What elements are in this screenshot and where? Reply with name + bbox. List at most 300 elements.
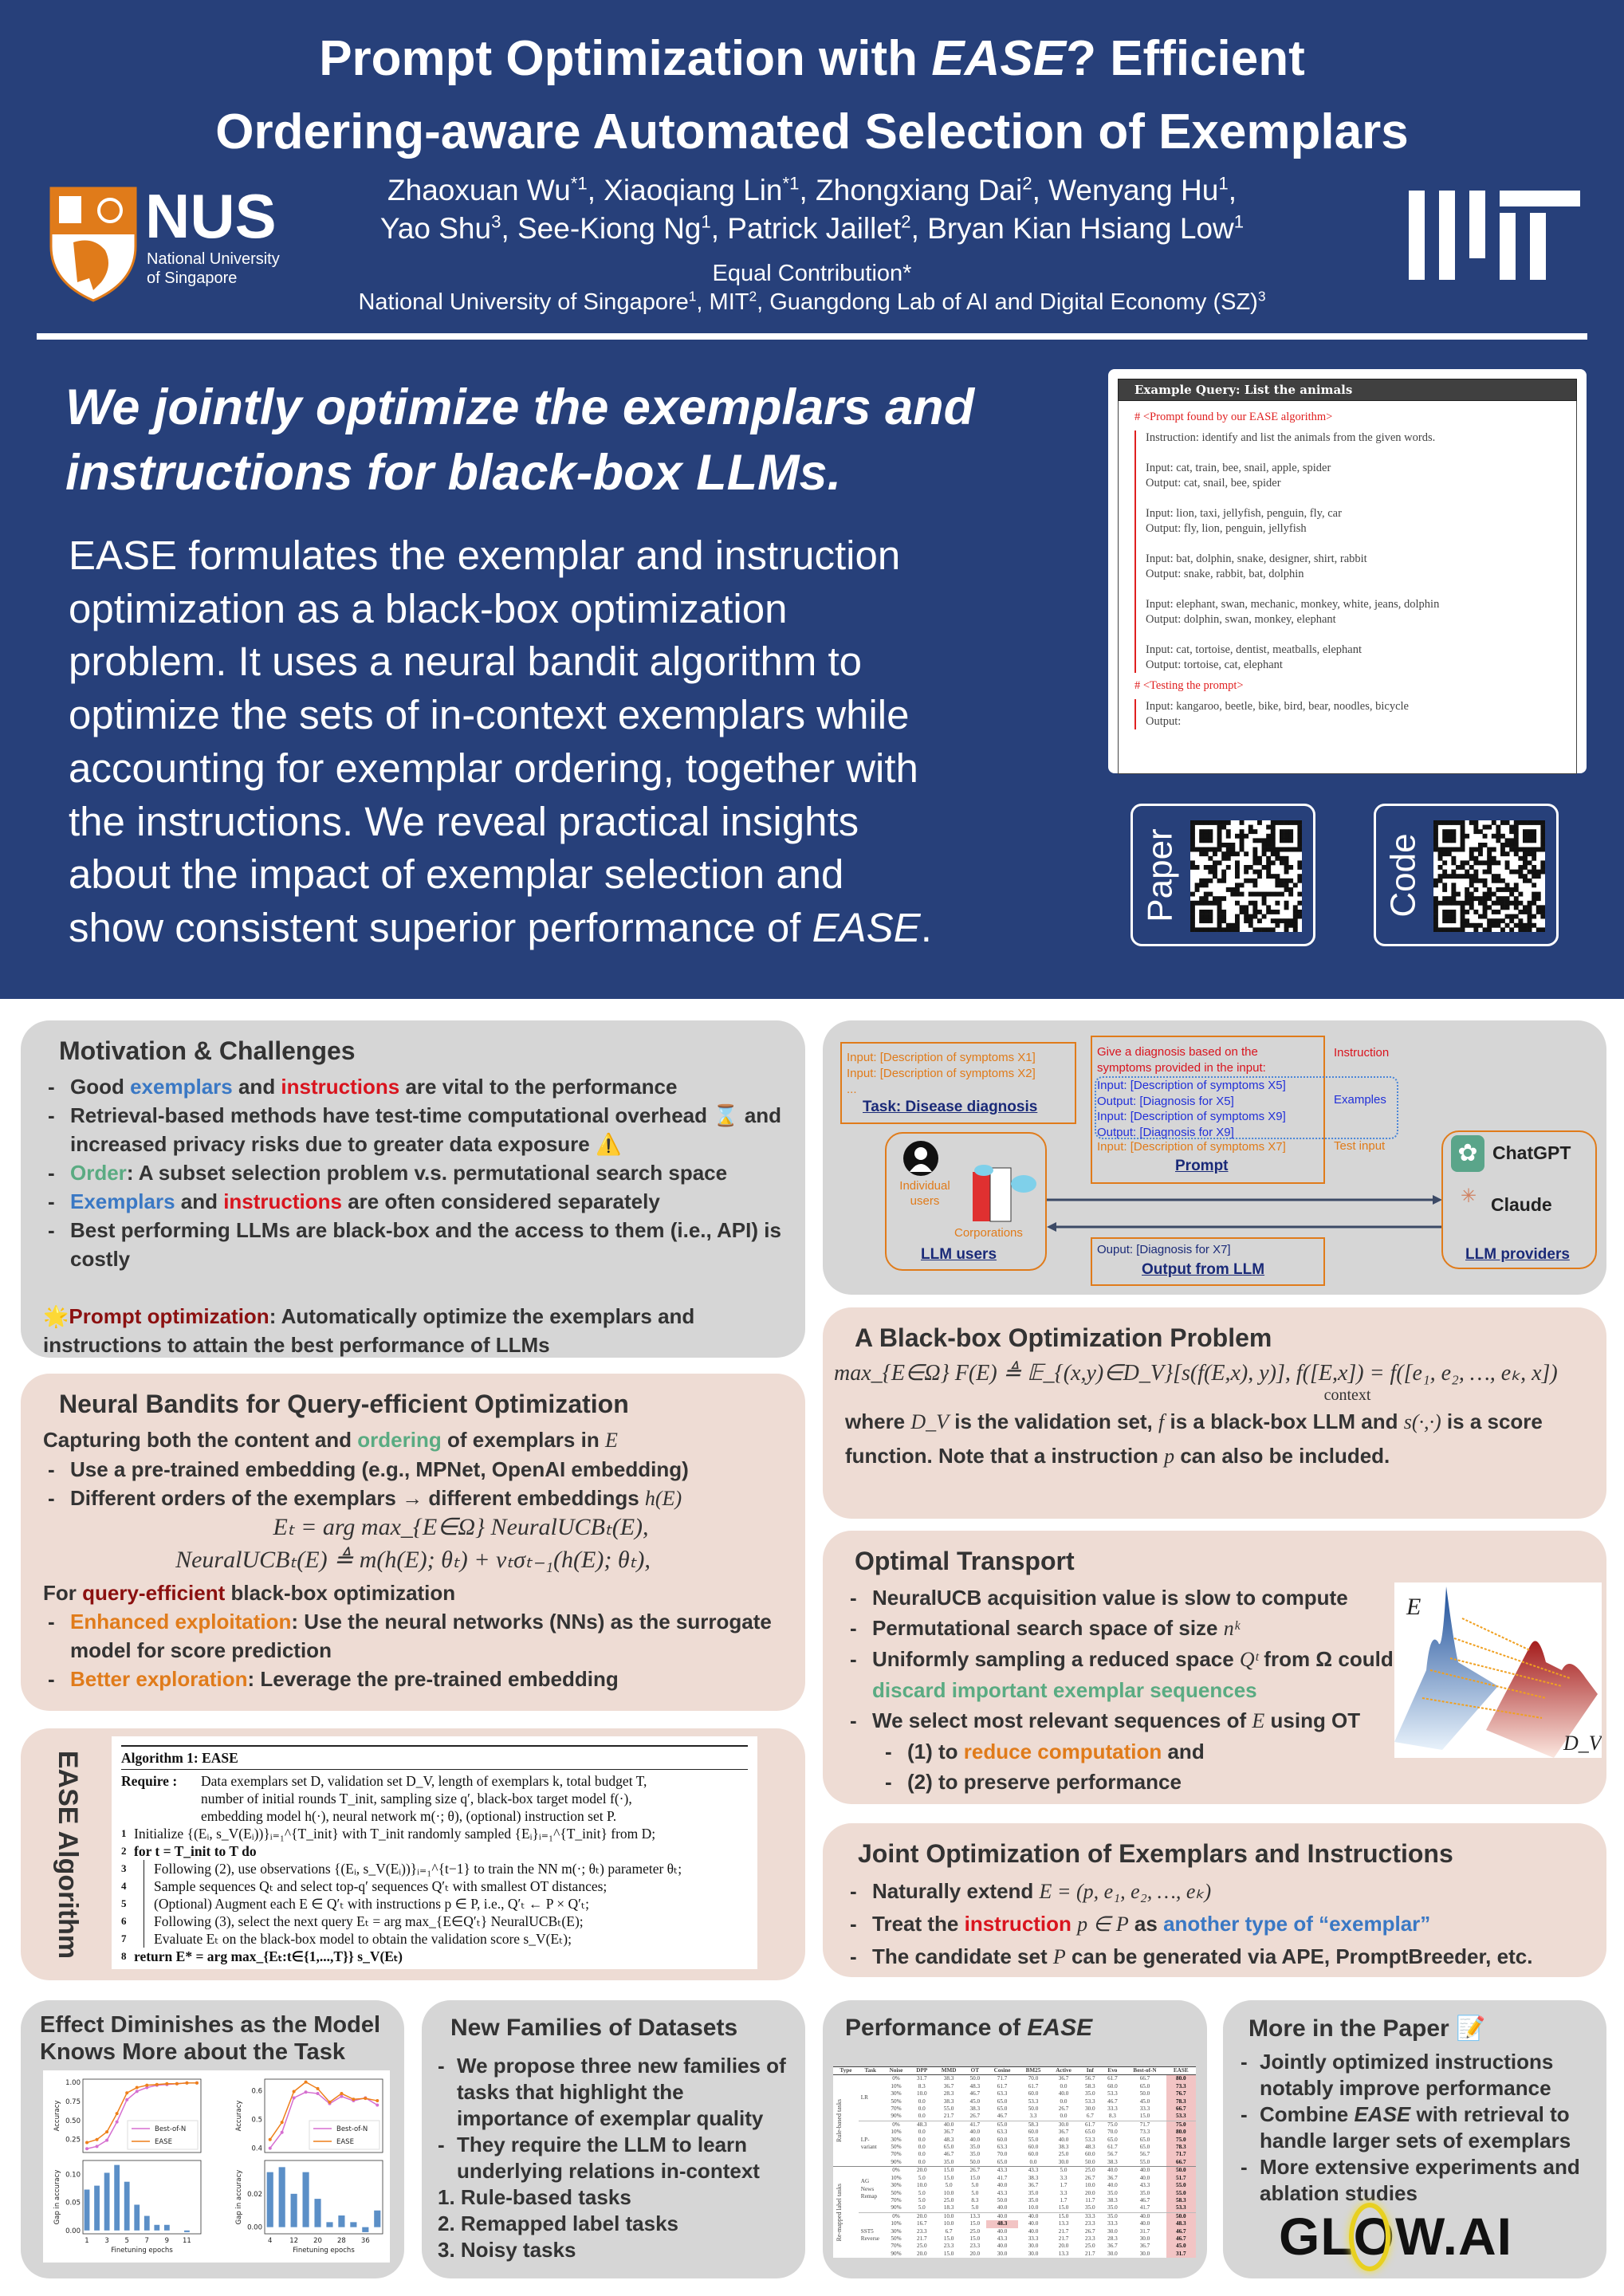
table-cell: 0.0 — [1060, 2097, 1068, 2105]
table-cell: 43.3 — [997, 2235, 1008, 2242]
table-cell: 5.0 — [945, 2182, 953, 2189]
data-point — [136, 2090, 139, 2093]
table-cell: 33.3 — [1107, 2105, 1118, 2113]
table-cell: 5.0 — [971, 2189, 979, 2196]
text-segment: Use a pre-trained embedding (e.g., MPNet, OpenAI embedding) — [70, 1457, 689, 1481]
text-segment: show consistent superior performance of — [69, 904, 812, 950]
text-segment: with retrieval to handle larger sets of exemplars — [1260, 2102, 1571, 2152]
require-line: Data exemplars set D, validation set D_V, length of exemplars k, total budget T, — [201, 1773, 647, 1789]
table-cell: 6.7 — [945, 2227, 953, 2235]
argmax-equation: Eₜ = arg max_{E∈Ω} NeuralUCBₜ(E), — [273, 1514, 649, 1540]
table-cell: 61.7 — [997, 2082, 1008, 2090]
table-cell: 43.3 — [997, 2167, 1008, 2174]
task-input: ... — [847, 1083, 857, 1096]
table-cell: 15.0 — [969, 2235, 981, 2242]
data-point — [116, 2121, 119, 2124]
gap-bar — [326, 2222, 332, 2227]
table-cell: 25.0 — [1058, 2151, 1069, 2158]
step-text: Following (2), use observations {(Eᵢ, s_V(Eᵢ))}ᵢ₌₁^{t−1} to train the NN m(·; θₜ) parameter θₜ; — [144, 1860, 682, 1877]
text-segment: Retrieval-based methods have test-time computational overhead ⌛ and increased privacy risks due to greater data exposure ⚠️ — [70, 1103, 782, 1156]
text-segment: EASE — [931, 31, 1067, 86]
y-tick-label: 0.4 — [251, 2145, 262, 2153]
table-cell: 0.0 — [918, 2097, 926, 2105]
example-line: Output: fly, lion, penguin, jellyfish — [1146, 522, 1307, 535]
table-cell: 78.3 — [1166, 2144, 1196, 2151]
table-cell: 43.3 — [1139, 2182, 1150, 2189]
table-cell: 36.7 — [1139, 2243, 1150, 2250]
table-cell: 10% — [891, 2082, 902, 2090]
table-cell: 6.7 — [1086, 2113, 1094, 2120]
lead-body-line — [69, 529, 932, 583]
gap-bar — [338, 2215, 344, 2227]
output-label: Output from LLM — [1142, 1261, 1265, 1278]
table-cell: 20.0 — [916, 2250, 927, 2257]
table-cell: 50% — [891, 2144, 902, 2151]
text-segment: *1 — [782, 173, 800, 194]
table-cell: 50.0 — [1166, 2212, 1196, 2220]
table-cell: 23.3 — [916, 2227, 927, 2235]
corporation-building-icon — [960, 1164, 1040, 1224]
text-segment: , MIT — [696, 289, 749, 315]
data-point — [317, 2087, 320, 2090]
table-row — [833, 2212, 1196, 2220]
example-line: Input: elephant, swan, mechanic, monkey, white, jeans, dolphin — [1146, 598, 1440, 611]
table-cell: 30% — [891, 2136, 902, 2143]
data-point — [96, 2138, 99, 2141]
data-point — [269, 2138, 272, 2141]
table-cell: 25.0 — [943, 2196, 954, 2204]
step-number: 8 — [121, 1950, 127, 1962]
table-cell: 15.0 — [943, 2235, 954, 2242]
table-cell: 46.7 — [1107, 2097, 1118, 2105]
data-point — [376, 2103, 379, 2106]
table-cell: 23.3 — [1085, 2220, 1095, 2227]
require-text — [201, 1772, 647, 1825]
text-segment: optimization as a black-box optimization — [69, 585, 788, 631]
instruction-line: Instruction: identify and list the animals from the given words. — [1146, 431, 1436, 444]
text-segment: E — [1252, 1709, 1265, 1732]
table-cell: 10% — [891, 2174, 902, 2181]
column-header: Type — [833, 2067, 859, 2075]
gap-bar — [164, 2225, 170, 2231]
table-cell: 38.3 — [1107, 2196, 1118, 2204]
lead-heading — [65, 375, 974, 505]
table-cell: 38.3 — [1107, 2158, 1118, 2165]
text-segment: 3 — [491, 211, 501, 232]
example-query-box — [1108, 369, 1587, 773]
table-row — [833, 2182, 1196, 2189]
gap-bar — [124, 2182, 130, 2231]
algorithm-step — [121, 1825, 748, 1842]
task-input: Input: [Description of symptoms X1] — [847, 1051, 1036, 1064]
text-segment: Best performing LLMs are black-box and the access to them (i.e., API) is costly — [70, 1218, 781, 1271]
text-segment: : Use the neural networks (NNs) as the surrogate model for score prediction — [70, 1610, 772, 1662]
data-point — [352, 2097, 355, 2101]
y-tick-label: 0.00 — [65, 2227, 81, 2235]
data-point — [305, 2081, 308, 2084]
table-cell: 0.0 — [1060, 2113, 1068, 2120]
text-segment: p — [1164, 1445, 1175, 1468]
table-cell: 30% — [891, 2090, 902, 2097]
table-cell: 40.0 — [997, 2227, 1008, 2235]
table-row — [833, 2167, 1196, 2175]
text-segment: Prompt Optimization with — [319, 31, 932, 86]
algorithm-title: Algorithm 1: EASE — [121, 1750, 238, 1766]
table-cell: 30.0 — [1107, 2250, 1118, 2257]
text-segment: More extensive experiments and ablation studies — [1260, 2155, 1580, 2205]
table-cell: 70% — [891, 2105, 902, 2113]
datasets-panel — [422, 2000, 805, 2278]
table-cell: 5.0 — [918, 2196, 926, 2204]
list-item: - They require the LLM to learn underlying relations in-context — [438, 2132, 789, 2184]
table-cell: 20.0 — [916, 2212, 927, 2219]
table-cell: 0.0 — [1029, 2158, 1037, 2165]
table-cell: 0.0 — [918, 2151, 926, 2158]
list-item — [845, 1582, 1419, 1613]
table-cell: 55.0 — [1139, 2158, 1150, 2165]
nus-logo-subtext: of Singapore — [147, 269, 238, 287]
text-segment: f — [1158, 1410, 1165, 1433]
table-cell: 65.0 — [943, 2144, 954, 2151]
claude-decoration-icon: ✳ — [1461, 1185, 1477, 1207]
table-cell: 70% — [891, 2196, 902, 2204]
column-header: BM25 — [1018, 2067, 1048, 2075]
text-segment: exemplars — [130, 1075, 233, 1099]
table-cell: 50.0 — [1028, 2105, 1039, 2113]
list-item — [1241, 2101, 1589, 2154]
column-header: MMD — [934, 2067, 963, 2075]
text-segment: 2 — [749, 288, 757, 305]
require-label: Require : — [121, 1773, 178, 1789]
list-item — [43, 1101, 783, 1158]
list-item — [1241, 2154, 1589, 2207]
code-qr-button[interactable] — [1374, 804, 1559, 946]
table-cell: 48.3 — [1166, 2220, 1196, 2227]
table-cell: 63.3 — [997, 2144, 1008, 2151]
x-tick-label: 5 — [124, 2237, 129, 2245]
joint-optimization-panel — [823, 1823, 1606, 1977]
table-cell: 61.7 — [1107, 2144, 1118, 2151]
algorithm-steps — [121, 1825, 748, 1965]
text-segment: Treat the — [872, 1912, 965, 1936]
table-cell: 65.0 — [1139, 2144, 1150, 2151]
table-cell: 8.3 — [1108, 2113, 1116, 2120]
paper-qr-label: Paper — [1141, 828, 1181, 922]
example-line: Output: cat, snail, bee, spider — [1146, 477, 1281, 489]
llm-users-label: LLM users — [921, 1246, 997, 1263]
x-axis-label: Finetuning epochs — [111, 2247, 173, 2255]
algorithm-step — [121, 1913, 748, 1930]
prompt-example: Output: [Diagnosis for X5] — [1097, 1094, 1234, 1108]
table-cell: 35.0 — [969, 2151, 981, 2158]
table-cell: 15.0 — [943, 2174, 954, 2181]
table-cell: 35.0 — [1028, 2196, 1039, 2204]
prompt-example: Input: [Description of symptoms X5] — [1097, 1079, 1286, 1092]
table-cell: 48.3 — [916, 2121, 927, 2128]
table-cell: 70% — [891, 2243, 902, 2250]
table-cell: 30% — [891, 2227, 902, 2235]
text-segment: : Leverage the pre-trained embedding — [247, 1667, 619, 1691]
table-cell: 50% — [891, 2097, 902, 2105]
step-text: return E* = arg max_{Eₜ:t∈{1,...,T}} s_V(Eₜ) — [134, 1948, 403, 1964]
gap-bar — [134, 2204, 140, 2230]
text-segment: using OT — [1264, 1708, 1361, 1732]
table-cell: 41.7 — [997, 2174, 1008, 2181]
example-line: Input: bat, dolphin, snake, designer, shirt, rabbit — [1146, 552, 1367, 565]
gap-bar — [94, 2186, 100, 2231]
table-cell: 35.0 — [1107, 2189, 1118, 2196]
step-number: 6 — [121, 1915, 127, 1927]
table-cell: 38.3 — [969, 2105, 981, 2113]
chatgpt-label: ChatGPT — [1492, 1142, 1571, 1163]
table-cell: 40.0 — [997, 2212, 1008, 2219]
table-cell: 35.0 — [1028, 2189, 1039, 2196]
data-point — [125, 2091, 128, 2094]
list-item — [43, 1216, 783, 1273]
table-cell: 10.0 — [943, 2189, 954, 2196]
table-cell: 30.0 — [1058, 2121, 1069, 2128]
text-segment: the instructions. We reveal practical insights — [69, 798, 859, 844]
table-cell: 78.3 — [1166, 2098, 1196, 2105]
text-segment: , — [1228, 174, 1237, 206]
table-cell: 50.0 — [997, 2196, 1008, 2204]
text-segment: . — [920, 904, 932, 950]
table-cell: 40.0 — [997, 2204, 1008, 2211]
data-point — [85, 2141, 88, 2145]
table-cell: 58.3 — [1085, 2082, 1095, 2090]
table-cell: 73.3 — [1166, 2083, 1196, 2090]
table-cell: 60.0 — [997, 2136, 1008, 2143]
table-cell: 50% — [891, 2235, 902, 2242]
table-cell: 53.3 — [1085, 2136, 1095, 2143]
text-segment: and — [232, 1075, 281, 1099]
table-cell: 30.0 — [1028, 2250, 1039, 2257]
table-cell: 33.3 — [1085, 2212, 1095, 2219]
table-cell: 65.0 — [997, 2158, 1008, 2165]
text-segment: Capturing both the content and — [43, 1428, 358, 1452]
data-point — [195, 2082, 199, 2085]
text-segment: can also be included. — [1174, 1444, 1390, 1468]
text-segment: 🌟 — [43, 1304, 69, 1328]
objective-formula: max_{E∈Ω} F(E) ≜ 𝔼_{(x,y)∈D_V}[s(f(E,x), y)], f([E,x]) = f([e₁, e₂, …, eₖ, x]) — [834, 1361, 1558, 1386]
table-cell: 90% — [891, 2250, 902, 2257]
text-segment: Naturally extend — [872, 1879, 1040, 1903]
gap-bar — [85, 2190, 90, 2231]
instruction-tag: Instruction — [1334, 1046, 1390, 1060]
table-cell: 50.0 — [969, 2158, 981, 2165]
table-cell: 70.0 — [1028, 2075, 1039, 2082]
table-cell: 35.0 — [943, 2158, 954, 2165]
output-text: Ouput: [Diagnosis for X7] — [1097, 1243, 1231, 1256]
text-segment: 1 — [701, 211, 711, 232]
column-header: EASE — [1166, 2067, 1196, 2075]
code-qr-code-icon — [1433, 820, 1545, 932]
table-cell: 41.7 — [1139, 2204, 1150, 2211]
text-segment: , Xiaoqiang Lin — [587, 174, 783, 206]
table-cell: 65.0 — [997, 2121, 1008, 2128]
table-cell: 66.7 — [1166, 2105, 1196, 2113]
text-segment: s(·,·) — [1403, 1410, 1441, 1433]
text-segment: , See-Kiong Ng — [501, 212, 702, 245]
table-cell: 21.7 — [916, 2235, 927, 2242]
text-segment: another type of “exemplar” — [1163, 1912, 1431, 1936]
text-segment: h(E) — [644, 1487, 682, 1510]
table-cell: 61.7 — [1085, 2121, 1095, 2128]
neural-bandits-panel — [21, 1374, 805, 1711]
table-cell: 46.7 — [1166, 2235, 1196, 2243]
table-cell: 60.0 — [1085, 2151, 1095, 2158]
list-item — [43, 1187, 783, 1216]
table-cell: 65.0 — [1107, 2136, 1118, 2143]
example-query-title: Example Query: List the animals — [1118, 379, 1577, 401]
prompt-label: Prompt — [1175, 1158, 1229, 1174]
table-cell: 73.3 — [1139, 2129, 1150, 2136]
table-cell: 15.0 — [1139, 2113, 1150, 2120]
table-cell: 36.7 — [1107, 2243, 1118, 2250]
gap-bar — [303, 2172, 309, 2227]
data-point — [340, 2095, 343, 2098]
lead-heading-line: We jointly optimize the exemplars and — [65, 379, 975, 435]
text-segment: reduce computation — [963, 1740, 1162, 1763]
table-row — [833, 2175, 1196, 2182]
table-cell: 55.0 — [943, 2105, 954, 2113]
table-cell: 61.7 — [1107, 2075, 1118, 2082]
algorithm-step — [121, 1860, 748, 1877]
paper-qr-button[interactable] — [1131, 804, 1315, 946]
text-segment: Enhanced exploitation — [70, 1610, 292, 1634]
table-row — [833, 2137, 1196, 2144]
algorithm-step — [121, 1842, 748, 1860]
table-cell: 11.7 — [1085, 2196, 1095, 2204]
x-tick-label: 20 — [313, 2237, 322, 2245]
task-label: AG News Remap — [860, 2178, 878, 2200]
list-item — [1241, 2049, 1589, 2101]
mit-logo — [1409, 191, 1580, 280]
data-point — [281, 2121, 284, 2124]
table-row — [833, 2235, 1196, 2243]
table-cell: 21.7 — [1085, 2250, 1095, 2257]
y-tick-label: 0.00 — [247, 2223, 262, 2232]
table-cell: 31.7 — [916, 2075, 927, 2082]
table-cell: 40.0 — [969, 2136, 981, 2143]
task-label: Task: Disease diagnosis — [863, 1099, 1038, 1115]
test-block — [1134, 699, 1576, 729]
task-label: LP-variant — [860, 2136, 877, 2151]
group-label: Rule-based tasks — [836, 2099, 843, 2143]
data-point — [125, 2098, 128, 2101]
column-header: Active — [1048, 2067, 1079, 2075]
table-cell: 5.0 — [918, 2204, 926, 2211]
header-divider — [37, 333, 1587, 340]
lead-body-line — [69, 742, 932, 796]
text-segment: nᵏ — [1223, 1617, 1241, 1640]
table-cell: 51.7 — [1166, 2175, 1196, 2182]
table-cell: 50.0 — [1166, 2167, 1196, 2175]
more-panel — [1223, 2000, 1606, 2278]
text-segment: , Patrick Jaillet — [710, 212, 902, 245]
table-cell: 30.0 — [997, 2250, 1008, 2257]
text-segment: NeuralUCB acquisition value is slow to compute — [872, 1586, 1348, 1610]
table-cell: 66.7 — [1166, 2159, 1196, 2167]
panel-title: Optimal Transport — [855, 1547, 1075, 1575]
table-cell: 90% — [891, 2204, 902, 2211]
text-segment: is a score function. Note that a instruction — [845, 1409, 1543, 1468]
table-cell: 13.3 — [969, 2212, 981, 2219]
table-cell: 28.3 — [1107, 2235, 1118, 2242]
table-cell: 65.0 — [997, 2097, 1008, 2105]
prompt-optimization-highlight — [43, 1302, 783, 1359]
table-row — [833, 2098, 1196, 2105]
text-segment: about the impact of exemplar selection and — [69, 851, 844, 898]
table-cell: 5.0 — [918, 2189, 926, 2196]
prompt-examples — [1097, 1078, 1286, 1140]
table-cell: 26.7 — [969, 2167, 981, 2174]
text-segment: *1 — [570, 173, 588, 194]
table-cell: 33.3 — [1139, 2105, 1150, 2113]
motivation-list — [43, 1072, 783, 1273]
step-text: Sample sequences Qₜ and select top-q′ sequences Q′ₜ with smallest OT distances; — [144, 1877, 607, 1895]
table-cell: 76.7 — [1166, 2090, 1196, 2097]
step-number: 5 — [121, 1897, 127, 1909]
table-cell: 58.3 — [1028, 2121, 1039, 2128]
text-segment: discard important exemplar sequences — [872, 1678, 1257, 1702]
text-segment: EASE — [1027, 2015, 1093, 2041]
table-row — [833, 2129, 1196, 2136]
table-cell: 66.7 — [1139, 2075, 1150, 2082]
x-tick-label: 12 — [289, 2237, 299, 2245]
text-segment: instruction — [964, 1912, 1072, 1936]
text-segment: of exemplars in — [441, 1428, 605, 1452]
table-cell: 10% — [891, 2220, 902, 2227]
blackbox-panel — [823, 1307, 1606, 1519]
step-text: Following (3), select the next query Eₜ = arg max_{E∈Q′ₜ} NeuralUCBₜ(E); — [144, 1913, 584, 1930]
task-inputs — [847, 1050, 1036, 1098]
table-cell: 40.0 — [969, 2129, 981, 2136]
equal-contribution-note: Equal Contribution* — [712, 261, 912, 286]
exploit-explore-list — [43, 1607, 783, 1693]
x-axis-label: Finetuning epochs — [293, 2247, 355, 2255]
text-segment: , Bryan Kian Hsiang Low — [910, 212, 1234, 245]
table-cell: 60.0 — [1028, 2090, 1039, 2097]
table-cell: 36.7 — [1028, 2182, 1039, 2189]
require-line: embedding model h(·), neural network m(·; θ), (optional) instruction set P. — [201, 1808, 617, 1824]
text-segment: Prompt optimization — [69, 1304, 269, 1328]
table-row — [833, 2090, 1196, 2097]
text-segment: ordering — [357, 1428, 442, 1452]
table-row — [833, 2121, 1196, 2129]
table-cell: 45.0 — [1166, 2243, 1196, 2250]
text-segment: where — [845, 1409, 911, 1433]
text-segment: accounting for exemplar ordering, together with — [69, 745, 918, 791]
text-segment: 2 — [1022, 173, 1032, 194]
lead-body-line — [69, 689, 932, 742]
blackbox-description — [845, 1405, 1584, 1473]
table-cell: 15.0 — [969, 2220, 981, 2227]
corporations-label: Corporations — [954, 1226, 1023, 1240]
table-cell: 40.0 — [1139, 2167, 1150, 2174]
table-cell: 35.0 — [969, 2144, 981, 2151]
table-cell: 25.0 — [1085, 2167, 1095, 2174]
table-cell: 33.3 — [1107, 2220, 1118, 2227]
table-cell: 3.3 — [1060, 2174, 1068, 2181]
table-cell: 8.3 — [971, 2196, 979, 2204]
table-cell: 3.3 — [1029, 2113, 1037, 2120]
table-cell: 30.0 — [1085, 2105, 1095, 2113]
code-qr-label: Code — [1384, 832, 1423, 918]
table-cell: 30% — [891, 2182, 902, 2189]
algorithm-step — [121, 1877, 748, 1895]
text-segment: 2 — [901, 211, 911, 232]
